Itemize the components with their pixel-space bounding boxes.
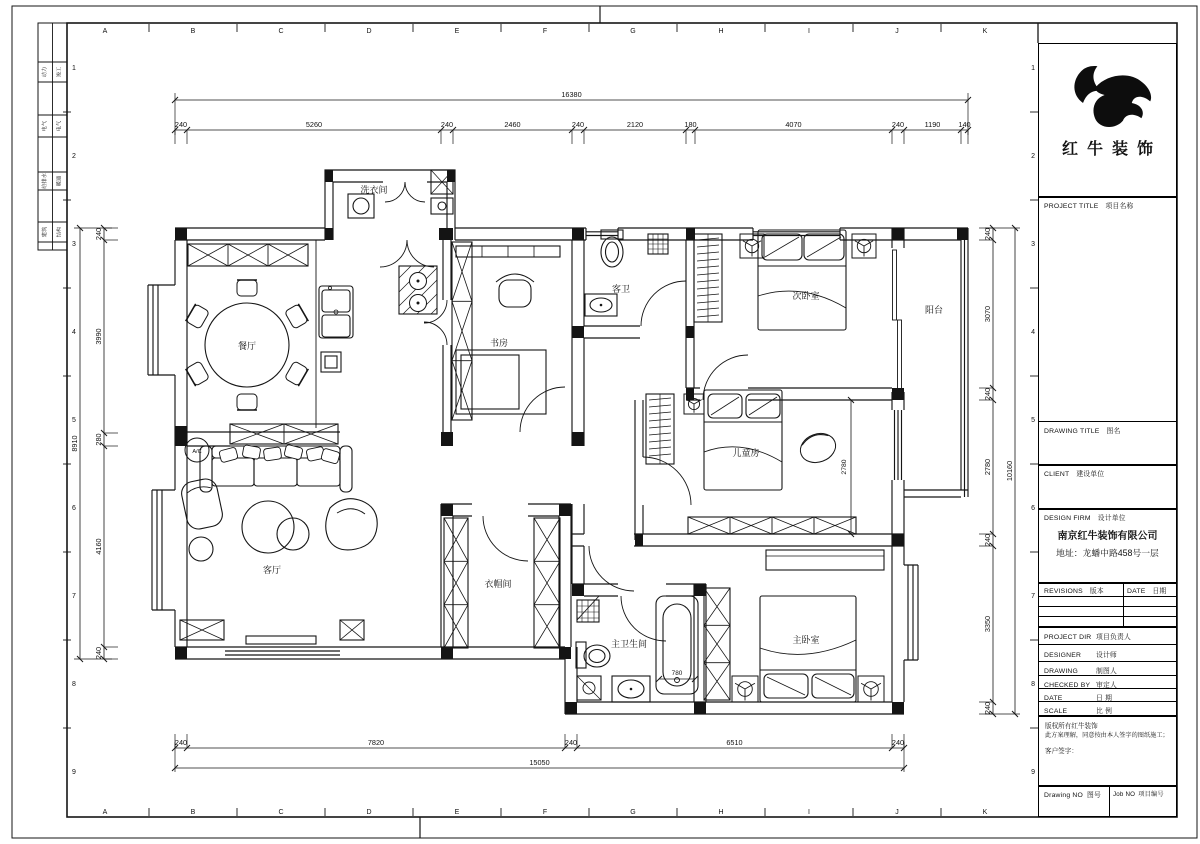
grid-number: 4 [1031, 329, 1035, 336]
side-stamp: 结构 [56, 226, 63, 238]
brand-name: 红牛装饰 [1061, 141, 1162, 158]
drawing-no-label: Drawing NO 图号 [1044, 792, 1102, 799]
dim-right-total: 10160 [1005, 460, 1014, 482]
dim-top: 4070 [785, 120, 802, 129]
customer-sign-label: 客户签字： [1045, 748, 1078, 755]
dining-chair [186, 304, 210, 329]
dim-right: 3350 [983, 615, 992, 633]
grid-number: 1 [1031, 65, 1035, 72]
grid-number: 2 [1031, 153, 1035, 160]
grid-letter: C [278, 28, 284, 35]
dim-left: 4160 [94, 538, 103, 555]
sofa-pillow [242, 445, 261, 460]
ac-symbol: A/C [192, 449, 202, 455]
side-stamp: 竣工 [56, 66, 63, 78]
room-label-master-bedroom: 主卧室 [792, 635, 820, 645]
dim-right: 240 [983, 533, 992, 547]
dim-top: 5260 [305, 120, 323, 129]
drawing-by-label: DRAWING 制图人 [1044, 668, 1117, 675]
dim-left: 240 [94, 227, 103, 241]
checked-by-label: CHECKED BY 审定人 [1044, 682, 1117, 689]
grid-letter: E [454, 28, 460, 35]
room-label-cloakroom: 衣帽间 [484, 579, 512, 589]
sofa-pillow [219, 447, 239, 463]
title-block [1038, 43, 1177, 817]
grid-letter: C [278, 809, 284, 816]
grid-letter: G [630, 28, 636, 35]
grid-number: 5 [1031, 417, 1035, 424]
grid-letter: K [982, 28, 988, 35]
grid-letter: I [808, 28, 810, 35]
room-label-kids-room: 儿童房 [732, 448, 760, 458]
room-label-guest-bath: 客卫 [611, 284, 631, 294]
dim-left: 3990 [94, 328, 103, 345]
grid-letter: A [102, 28, 108, 35]
grid-letter: I [808, 809, 810, 816]
grid-number: 5 [72, 417, 76, 424]
design-firm-label: DESIGN FIRM 设计单位 [1044, 515, 1126, 522]
dim-bottom: 240 [891, 738, 905, 747]
grid-letter: E [454, 809, 460, 816]
grid-number: 7 [72, 593, 76, 600]
dim-bottom: 7820 [367, 738, 385, 747]
client-label: CLIENT 建设单位 [1044, 471, 1105, 478]
dining-chair [186, 361, 210, 386]
room-label-laundry: 洗衣间 [360, 185, 388, 195]
dim-bottom: 6510 [726, 738, 743, 747]
grid-letter: J [895, 809, 899, 816]
dim-top: 2120 [626, 120, 644, 129]
grid-number: 6 [72, 505, 76, 512]
copyright-line1: 版权所有红牛装饰 [1045, 723, 1098, 730]
grid-letter: F [542, 28, 548, 35]
designer-label: DESIGNER 设计师 [1044, 652, 1117, 659]
dim-bottom-total: 15050 [529, 758, 550, 767]
grid-number: 8 [72, 681, 76, 688]
dining-chair [237, 394, 257, 410]
dim-top-total: 16380 [561, 90, 582, 99]
side-stamp: 建筑 [42, 226, 48, 238]
room-label-study: 书房 [489, 338, 509, 348]
project-title-label: PROJECT TITLE 项目名称 [1044, 203, 1134, 210]
dim-top: 240 [571, 120, 585, 129]
side-stamp: 给排水 [42, 173, 48, 189]
room-label-master-bath: 主卫生间 [610, 639, 648, 649]
revisions-label: REVISIONS 版本 [1044, 588, 1104, 595]
dim-top: 240 [440, 120, 454, 129]
dim-top: 2460 [504, 120, 521, 129]
dim-bottom: 240 [174, 738, 188, 747]
dim-top: 240 [891, 120, 905, 129]
armchair [179, 477, 224, 531]
scale-label: SCALE 比 例 [1044, 708, 1113, 715]
grid-letter: K [982, 809, 988, 816]
grid-number: 9 [72, 769, 76, 776]
dim-right: 240 [983, 387, 992, 401]
dim-kids-room: 2780 [841, 459, 848, 475]
dim-right: 240 [983, 227, 992, 241]
grid-number: 7 [1031, 593, 1035, 600]
dining-chair [284, 361, 308, 386]
room-label-dining: 餐厅 [237, 341, 257, 351]
side-stamp: 动力 [42, 66, 48, 78]
grid-letter: A [102, 809, 108, 816]
room-label-balcony: 阳台 [924, 305, 944, 315]
grid-letter: H [718, 28, 724, 35]
copyright-line2: 此方案理解，同意按由本人签字的图纸施工； [1045, 732, 1169, 739]
dim-top: 1190 [924, 120, 941, 129]
brand-logo-icon [1051, 58, 1163, 132]
dim-bottom: 240 [564, 738, 578, 747]
side-stamp: 电气 [56, 120, 63, 132]
grid-letter: H [718, 809, 724, 816]
room-label-second-bedroom: 次卧室 [792, 291, 820, 301]
grid-letter: B [190, 28, 196, 35]
job-no-label: Job NO 项目编号 [1113, 791, 1164, 798]
date-label: DATE 日 期 [1044, 695, 1113, 702]
dim-top: 140 [958, 120, 971, 129]
grid-number: 9 [1031, 769, 1035, 776]
dim-right: 2780 [983, 458, 992, 476]
grid-letter: B [190, 809, 196, 816]
project-dir-label: PROJECT DIR 项目负责人 [1044, 634, 1131, 641]
company-name: 南京红牛装饰有限公司 [1057, 531, 1158, 542]
grid-letter: J [895, 28, 899, 35]
grid-letter: F [542, 809, 548, 816]
dim-left: 280 [94, 433, 103, 446]
dining-chair [237, 280, 257, 296]
grid-number: 8 [1031, 681, 1035, 688]
sofa-pillow [263, 447, 282, 461]
grid-number: 4 [72, 329, 76, 336]
date-col-label: DATE 日期 [1127, 588, 1167, 595]
drawing-title-label: DRAWING TITLE 图名 [1044, 428, 1121, 435]
dim-tub: 780 [671, 670, 683, 677]
grid-letter: D [366, 809, 372, 816]
grid-number: 3 [1031, 241, 1035, 248]
room-label-living: 客厅 [262, 565, 282, 575]
dining-chair [284, 304, 308, 329]
dim-top: 240 [174, 120, 188, 129]
grid-number: 1 [72, 65, 76, 72]
sofa-pillow [321, 448, 341, 464]
dim-top: 180 [684, 120, 697, 129]
kids-chair [796, 429, 839, 468]
dim-right: 240 [983, 701, 992, 715]
dim-left: 240 [94, 646, 103, 660]
dim-left-total: 8910 [70, 435, 79, 452]
grid-letter: D [366, 28, 372, 35]
grid-number: 2 [72, 153, 76, 160]
dim-right: 3070 [983, 305, 992, 323]
grid-number: 6 [1031, 505, 1035, 512]
company-address: 地址：龙蟠中路458号一层 [1056, 548, 1159, 558]
grid-letter: G [630, 809, 636, 816]
side-stamp: 暖通 [56, 175, 63, 187]
grid-number: 3 [72, 241, 76, 248]
side-stamp: 电气 [42, 120, 48, 132]
